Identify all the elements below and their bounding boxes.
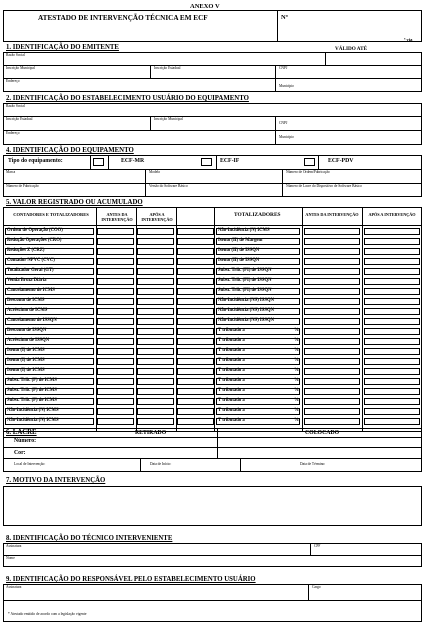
s1-cnpj-label: CNPJ: [279, 66, 288, 70]
technician-name-label: Nome: [6, 556, 15, 560]
seal-number-label: Número:: [14, 438, 37, 444]
equipment-type-label: Tipo do equipamento:: [8, 158, 63, 164]
section-2-title: 2. IDENTIFICAÇÃO DO ESTABELECIMENTO USUÁRIO DO EQUIPAMENTO: [6, 95, 249, 102]
counter-value-cell[interactable]: [97, 278, 134, 285]
counter-value-cell[interactable]: [97, 418, 134, 425]
totalizer-row-label: T tributado a: [218, 338, 245, 343]
s5-col-line: [362, 207, 363, 432]
counter-row-label: Acréscimo de ICMS: [7, 308, 48, 313]
totalizer-row-label: T tributado a: [218, 388, 245, 393]
totalizer-value-cell[interactable]: [304, 418, 360, 425]
totalizer-value-cell[interactable]: [304, 328, 360, 335]
totalizer-value-cell[interactable]: [304, 228, 360, 235]
totalizer-value-cell[interactable]: [364, 288, 420, 295]
document-title: ATESTADO DE INTERVENÇÃO TÉCNICA EM ECF: [38, 14, 208, 22]
counter-value-cell[interactable]: [137, 378, 174, 385]
s2-row-line: [3, 116, 422, 117]
counter-row-label: Acréscimo de ISSQN: [7, 338, 50, 343]
s5-col-line: [214, 207, 215, 432]
intervention-place-label: Local de Intervenção:: [14, 462, 46, 466]
counter-value-cell[interactable]: [137, 308, 174, 315]
totalizer-value-cell[interactable]: [364, 228, 420, 235]
annex-label: ANEXO V: [190, 3, 220, 10]
s6-row-line: [3, 437, 422, 438]
totalizer-row-label: T tributado a: [218, 408, 245, 413]
ecf-if-checkbox[interactable]: [201, 158, 212, 166]
ecf-if-label: ECF-IF: [220, 158, 240, 164]
totalizer-value-cell[interactable]: [304, 398, 360, 405]
counter-value-cell[interactable]: [97, 348, 134, 355]
totalizer-value-cell[interactable]: [304, 318, 360, 325]
counter-value-cell[interactable]: [97, 308, 134, 315]
s2-address-label: Endereço: [6, 131, 20, 135]
totalizer-value-cell[interactable]: [304, 268, 360, 275]
counter-value-cell[interactable]: [177, 378, 214, 385]
section-8-title: 8. IDENTIFICAÇÃO DO TÉCNICO INTERVENIENTE: [6, 535, 173, 542]
counter-row-label: Subst. Trib. (F) de ICMS: [7, 398, 57, 403]
totalizer-value-cell[interactable]: [304, 338, 360, 345]
counter-value-cell[interactable]: [97, 238, 134, 245]
s5-col-totalizers: TOTALIZADORES: [234, 212, 281, 218]
section-6-title: 6. LACRE: [6, 429, 37, 436]
counter-value-cell[interactable]: [177, 398, 214, 405]
s4-row-line: [3, 169, 422, 170]
totalizer-row-label: T tributado a: [218, 418, 245, 423]
totalizer-row-label: T tributado a: [218, 368, 245, 373]
totalizer-row-label: Não-Incidência (N) ICMS: [218, 228, 270, 233]
counter-value-cell[interactable]: [97, 298, 134, 305]
counter-row-label: Não-Incidência (N) ICMS: [7, 418, 59, 423]
s4-col-line: [90, 155, 91, 169]
percent-symbol: %: [294, 338, 299, 343]
totalizer-value-cell[interactable]: [364, 378, 420, 385]
totalizer-value-cell[interactable]: [364, 358, 420, 365]
counter-value-cell[interactable]: [137, 398, 174, 405]
s5-col-line: [302, 207, 303, 432]
counter-row-label: Isento (I) de ICMS: [7, 368, 45, 373]
totalizer-value-cell[interactable]: [364, 408, 420, 415]
s1-row-line: [3, 78, 422, 79]
responsible-role-label: Cargo: [312, 585, 321, 589]
totalizer-value-cell[interactable]: [304, 368, 360, 375]
totalizer-value-cell[interactable]: [364, 348, 420, 355]
section-9-title: 9. IDENTIFICAÇÃO DO RESPONSÁVEL PELO ESTABELECIMENTO USUÁRIO: [6, 576, 256, 583]
via-label: ª via: [404, 37, 413, 42]
totalizer-value-cell[interactable]: [364, 328, 420, 335]
totalizer-value-cell[interactable]: [304, 298, 360, 305]
counter-value-cell[interactable]: [137, 278, 174, 285]
s2-state-reg-label: Inscrição Estadual: [6, 117, 33, 121]
counter-value-cell[interactable]: [177, 308, 214, 315]
totalizer-value-cell[interactable]: [304, 408, 360, 415]
ecf-mr-checkbox[interactable]: [93, 158, 104, 166]
counter-value-cell[interactable]: [97, 228, 134, 235]
technician-cpf-label: CPF: [314, 544, 321, 548]
s8-row-line: [3, 555, 422, 556]
technician-signature-label: Assinatura: [6, 544, 22, 548]
counter-value-cell[interactable]: [177, 388, 214, 395]
s4-col-line: [282, 169, 283, 197]
counter-value-cell[interactable]: [137, 338, 174, 345]
ecf-pdv-checkbox[interactable]: [304, 158, 315, 166]
counter-value-cell[interactable]: [97, 378, 134, 385]
counter-row-label: Desconto de ICMS: [7, 298, 45, 303]
counter-value-cell[interactable]: [97, 398, 134, 405]
totalizer-value-cell[interactable]: [364, 418, 420, 425]
totalizer-value-cell[interactable]: [364, 338, 420, 345]
totalizer-value-cell[interactable]: [364, 238, 420, 245]
totalizer-value-cell[interactable]: [364, 308, 420, 315]
s1-state-reg-label: Inscrição Estadual: [154, 66, 181, 70]
counter-value-cell[interactable]: [137, 288, 174, 295]
totalizer-value-cell[interactable]: [304, 348, 360, 355]
counter-value-cell[interactable]: [137, 228, 174, 235]
counter-value-cell[interactable]: [177, 338, 214, 345]
counter-row-label: Não-Incidência (N) ICMS: [7, 408, 59, 413]
totalizer-row-label: Não-Incidência (NS) ISSQN: [218, 308, 274, 313]
counter-value-cell[interactable]: [137, 268, 174, 275]
counter-value-cell[interactable]: [97, 368, 134, 375]
totalizer-value-cell[interactable]: [304, 278, 360, 285]
percent-symbol: %: [294, 358, 299, 363]
counter-value-cell[interactable]: [97, 318, 134, 325]
totalizer-value-cell[interactable]: [304, 258, 360, 265]
percent-symbol: %: [294, 388, 299, 393]
counter-value-cell[interactable]: [137, 388, 174, 395]
s2-col-line: [275, 116, 276, 145]
totalizer-value-cell[interactable]: [304, 388, 360, 395]
counter-value-cell[interactable]: [97, 288, 134, 295]
counter-value-cell[interactable]: [137, 418, 174, 425]
s4-col-line: [108, 155, 109, 169]
s6-row-line: [3, 447, 422, 448]
counter-value-cell[interactable]: [177, 238, 214, 245]
totalizer-value-cell[interactable]: [304, 248, 360, 255]
counter-value-cell[interactable]: [177, 418, 214, 425]
section-1-frame: [3, 52, 422, 92]
end-date-label: Data de Término:: [300, 462, 326, 466]
totalizer-value-cell[interactable]: [364, 248, 420, 255]
counter-value-cell[interactable]: [137, 318, 174, 325]
s4-software-seal-label: Número de Lacre do Dispositivo de Software Básico: [286, 184, 362, 188]
totalizer-row-label: Isento (II) de ISSQN: [218, 258, 260, 263]
s6-row-line: [3, 458, 422, 459]
totalizer-row-label: T tributado a: [218, 348, 245, 353]
ecf-pdv-label: ECF-PDV: [328, 158, 354, 164]
counter-value-cell[interactable]: [97, 248, 134, 255]
seal-placed-label: COLOCADO: [305, 430, 340, 436]
counter-value-cell[interactable]: [97, 268, 134, 275]
s6-divider: [217, 428, 218, 458]
totalizer-value-cell[interactable]: [364, 298, 420, 305]
counter-value-cell[interactable]: [177, 358, 214, 365]
s4-brand-label: Marca: [6, 170, 16, 174]
counter-value-cell[interactable]: [177, 408, 214, 415]
percent-symbol: %: [294, 398, 299, 403]
counter-value-cell[interactable]: [177, 348, 214, 355]
counter-value-cell[interactable]: [177, 318, 214, 325]
s2-company-name-label: Razão Social: [6, 104, 25, 108]
responsible-signature-label: Assinatura: [6, 585, 22, 589]
counter-value-cell[interactable]: [97, 328, 134, 335]
counter-value-cell[interactable]: [97, 338, 134, 345]
counter-row-label: Redução Operações (CRO): [7, 238, 62, 243]
section-4-frame: [3, 155, 422, 197]
s2-row-line: [3, 130, 422, 131]
s1-row-line: [3, 65, 422, 66]
s2-city-label: Município: [279, 135, 294, 139]
number-label: Nº: [281, 14, 288, 21]
s6-col-line: [240, 458, 241, 472]
percent-symbol: %: [294, 418, 299, 423]
totalizer-value-cell[interactable]: [364, 388, 420, 395]
section-4-title: 4. IDENTIFICAÇÃO DO EQUIPAMENTO: [6, 147, 134, 154]
totalizer-value-cell[interactable]: [364, 258, 420, 265]
totalizer-value-cell[interactable]: [364, 318, 420, 325]
totalizer-value-cell[interactable]: [364, 398, 420, 405]
section-7-title: 7. MOTIVO DA INTERVENÇÃO: [6, 477, 106, 484]
ecf-mr-label: ECF-MR: [121, 158, 145, 164]
s2-col-line: [150, 116, 151, 130]
counter-row-label: Venda Bruta Diária: [7, 278, 47, 283]
counter-value-cell[interactable]: [97, 358, 134, 365]
counter-value-cell[interactable]: [177, 258, 214, 265]
counter-value-cell[interactable]: [137, 248, 174, 255]
section-1-title: 1. IDENTIFICAÇÃO DO EMITENTE: [6, 44, 119, 51]
counter-value-cell[interactable]: [177, 288, 214, 295]
s1-address-label: Endereço: [6, 79, 20, 83]
s4-col-line: [216, 155, 217, 169]
counter-value-cell[interactable]: [137, 348, 174, 355]
counter-value-cell[interactable]: [97, 388, 134, 395]
s5-col-counters: CONTADORES E TOTALIZADORES: [13, 212, 89, 217]
counter-value-cell[interactable]: [137, 358, 174, 365]
percent-symbol: %: [294, 348, 299, 353]
percent-symbol: %: [294, 328, 299, 333]
s1-col-line: [150, 65, 151, 78]
footnote: * Atestado emitido de acordo com a legislação vigente: [8, 612, 87, 616]
s5-header-line: [3, 225, 422, 226]
s9-row-line: [3, 600, 422, 601]
start-date-label: Data de Início:: [150, 462, 172, 466]
s5-col-before: ANTES DA INTERVENÇÃO: [101, 212, 133, 223]
counter-value-cell[interactable]: [177, 278, 214, 285]
counter-row-label: Ordem de Operação (COO): [7, 228, 63, 233]
counter-value-cell[interactable]: [137, 328, 174, 335]
totalizer-value-cell[interactable]: [364, 368, 420, 375]
totalizer-row-label: Isento (II) de Margem: [218, 238, 263, 243]
s2-municipal-reg-label: Inscrição Municipal: [154, 117, 183, 121]
counter-value-cell[interactable]: [137, 238, 174, 245]
counter-value-cell[interactable]: [97, 408, 134, 415]
counter-row-label: Isento (I) de ICMS: [7, 358, 45, 363]
header-divider: [277, 10, 278, 42]
counter-row-label: Cancelamento de ICMS: [7, 288, 55, 293]
counter-value-cell[interactable]: [177, 248, 214, 255]
totalizer-value-cell[interactable]: [304, 308, 360, 315]
totalizer-value-cell[interactable]: [304, 288, 360, 295]
totalizer-row-label: Não-Incidência (NS) ISSQN: [218, 318, 274, 323]
counter-row-label: Reduções Z (CRZ): [7, 248, 45, 253]
counter-row-label: Desconto de ISSQN: [7, 328, 47, 333]
s1-col-line: [325, 52, 326, 65]
counter-row-label: Isento (I) de ICMS: [7, 348, 45, 353]
totalizer-row-label: Isento (II) de ISSQN: [218, 248, 260, 253]
totalizer-row-label: T tributado a: [218, 328, 245, 333]
valid-until-label: VÁLIDO ATÉ: [335, 46, 368, 52]
percent-symbol: %: [294, 378, 299, 383]
s4-col-line: [318, 155, 319, 169]
counter-value-cell[interactable]: [177, 298, 214, 305]
totalizer-value-cell[interactable]: [304, 358, 360, 365]
percent-symbol: %: [294, 408, 299, 413]
totalizer-value-cell[interactable]: [304, 238, 360, 245]
counter-value-cell[interactable]: [177, 268, 214, 275]
totalizer-row-label: Subst. Trib. (FI) de ISSQN: [218, 288, 272, 293]
counter-row-label: Cancelamento de ISSQN: [7, 318, 57, 323]
totalizer-row-label: T tributado a: [218, 398, 245, 403]
counter-value-cell[interactable]: [177, 328, 214, 335]
percent-symbol: %: [294, 368, 299, 373]
counter-value-cell[interactable]: [137, 258, 174, 265]
totalizer-row-label: T tributado a: [218, 378, 245, 383]
counter-row-label: Subst. Trib. (F) de ICMS: [7, 388, 57, 393]
s4-manufacture-number-label: Número de Fabricação: [6, 184, 39, 188]
seal-removed-label: RETIRADO: [135, 430, 167, 436]
section-2-frame: [3, 103, 422, 145]
counter-row-label: Contador NFVC (CVC): [7, 258, 55, 263]
counter-row-label: Totalizador Geral (GT): [7, 268, 54, 273]
section-7-frame[interactable]: [3, 486, 422, 526]
s4-col-line: [145, 169, 146, 197]
counter-value-cell[interactable]: [177, 228, 214, 235]
totalizer-row-label: Subst. Trib. (FI) de ISSQN: [218, 278, 272, 283]
s1-city-label: Município: [279, 84, 294, 88]
counter-value-cell[interactable]: [177, 368, 214, 375]
seal-color-label: Cor:: [14, 450, 26, 456]
s5-col-before-right: ANTES DA INTERVENÇÃO: [305, 212, 359, 217]
counter-row-label: Subst. Trib. (F) de ICMS: [7, 378, 57, 383]
s4-software-version-label: Versão do Software Básico: [149, 184, 188, 188]
s5-col-after: APÓS A INTERVENÇÃO: [141, 212, 173, 223]
s9-col-line: [308, 584, 309, 600]
totalizer-value-cell[interactable]: [304, 378, 360, 385]
counter-value-cell[interactable]: [137, 298, 174, 305]
section-6-frame: [3, 428, 422, 472]
s4-model-label: Modelo: [149, 170, 161, 174]
s4-order-number-label: Número de Ordem/Fabricação: [286, 170, 330, 174]
s1-municipal-reg-label: Inscrição Municipal: [6, 66, 35, 70]
counter-value-cell[interactable]: [137, 368, 174, 375]
totalizer-value-cell[interactable]: [364, 278, 420, 285]
counter-value-cell[interactable]: [137, 408, 174, 415]
section-5-title: 5. VALOR REGISTRADO OU ACUMULADO: [6, 199, 143, 206]
totalizer-row-label: T tributado a: [218, 358, 245, 363]
totalizer-row-label: Subst. Trib. (FI) de ISSQN: [218, 268, 272, 273]
s2-cnpj-label: CNPJ: [279, 121, 288, 125]
s1-company-name-label: Razão Social: [6, 53, 25, 57]
s8-col-line: [310, 543, 311, 555]
s6-col-line: [140, 458, 141, 472]
s1-col-line: [275, 65, 276, 92]
totalizer-value-cell[interactable]: [364, 268, 420, 275]
counter-value-cell[interactable]: [97, 258, 134, 265]
totalizer-row-label: Não-Incidência (NS) ISSQN: [218, 298, 274, 303]
s5-col-after-right: APÓS A INTERVENÇÃO: [368, 212, 416, 217]
